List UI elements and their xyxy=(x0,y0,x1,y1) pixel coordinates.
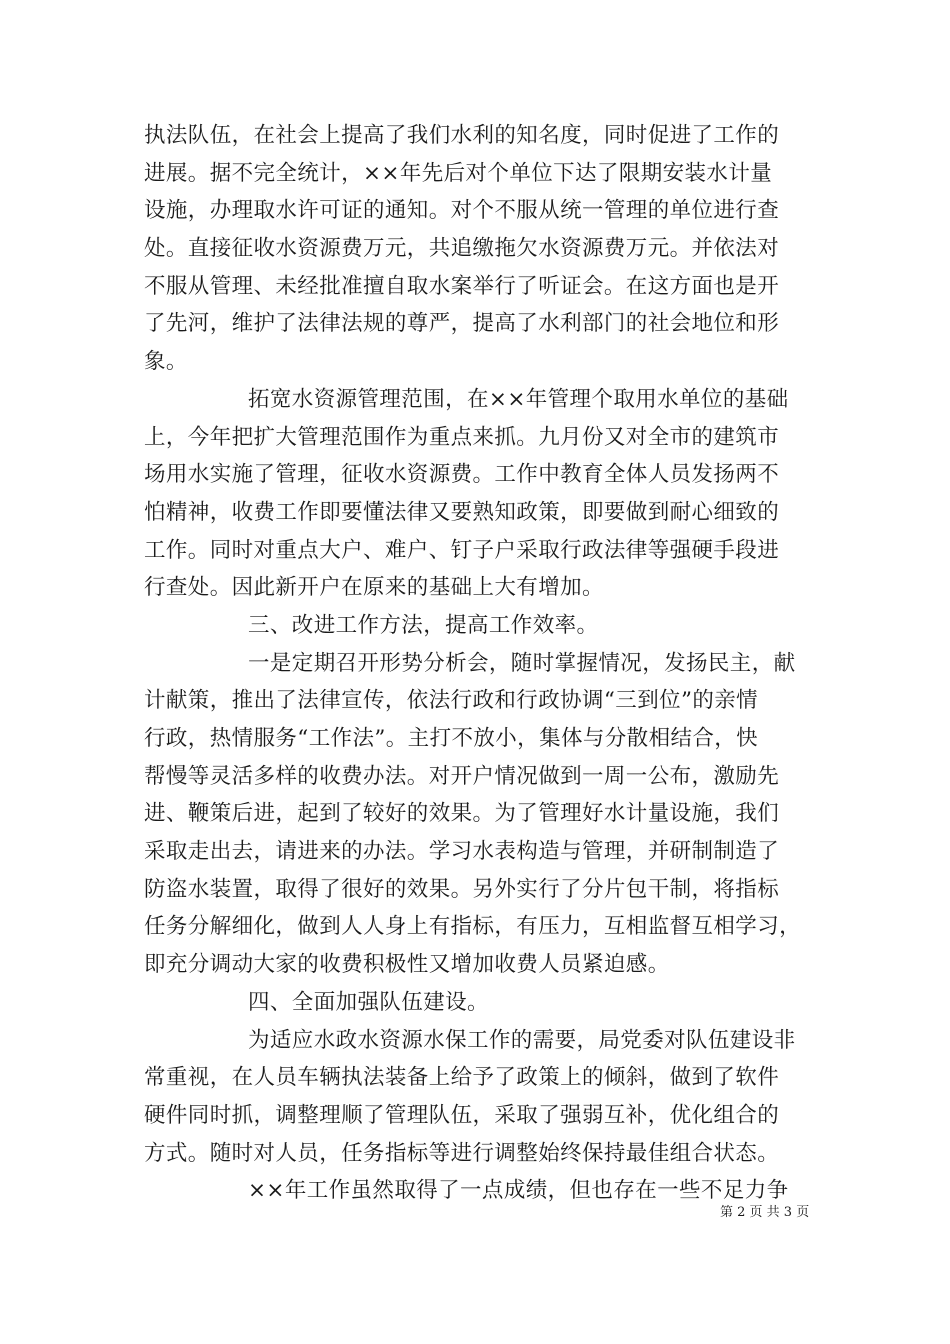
text-line: 防盗水装置，取得了很好的效果。另外实行了分片包干制，将指标 xyxy=(144,876,780,902)
text-line: 设施，办理取水许可证的通知。对个不服从统一管理的单位进行查 xyxy=(144,198,780,224)
text-line: 方式。随时对人员，任务指标等进行调整始终保持最佳组合状态。 xyxy=(144,1140,780,1166)
text-line: 工作。同时对重点大户、难户、钉子户采取行政法律等强硬手段进 xyxy=(144,537,780,563)
text-line: 任务分解细化，做到人人身上有指标，有压力，互相监督互相学习， xyxy=(144,914,802,940)
text-line: 上，今年把扩大管理范围作为重点来抓。九月份又对全市的建筑市 xyxy=(144,424,780,450)
text-line: 行政，热情服务“工作法”。主打不放小，集体与分散相结合，快 xyxy=(144,726,759,751)
paragraph-first-line: 三、改进工作方法，提高工作效率。 xyxy=(248,612,599,638)
text-line: 怕精神，收费工作即要懂法律又要熟知政策，即要做到耐心细致的 xyxy=(144,499,780,525)
text-line: 象。 xyxy=(144,349,188,375)
paragraph-first-line: 为适应水政水资源水保工作的需要，局党委对队伍建设非 xyxy=(248,1027,796,1053)
text-line: 采取走出去，请进来的办法。学习水表构造与管理，并研制制造了 xyxy=(144,839,780,865)
text-line: 常重视，在人员车辆执法装备上给予了政策上的倾斜，做到了软件 xyxy=(144,1065,780,1091)
text-line: 了先河，维护了法律法规的尊严，提高了水利部门的社会地位和形 xyxy=(144,311,780,337)
text-line: 不服从管理、未经批准擅自取水案举行了听证会。在这方面也是开 xyxy=(144,273,780,299)
page-footer: 第 2 页 共 3 页 xyxy=(720,1205,810,1220)
paragraph-first-line: 拓宽水资源管理范围，在××年管理个取用水单位的基础 xyxy=(248,386,789,412)
paragraph-first-line: ××年工作虽然取得了一点成绩，但也存在一些不足力争 xyxy=(248,1178,789,1204)
text-line: 处。直接征收水资源费万元，共追缴拖欠水资源费万元。并依法对 xyxy=(144,236,780,262)
body-text xyxy=(144,117,824,1210)
text-line: 执法队伍，在社会上提高了我们水利的知名度，同时促进了工作的 xyxy=(144,123,780,148)
text-line: 帮慢等灵活多样的收费办法。对开户情况做到一周一公布，激励先 xyxy=(144,763,780,789)
text-line: 进、鞭策后进，起到了较好的效果。为了管理好水计量设施，我们 xyxy=(144,801,780,827)
text-line: 进展。据不完全统计，××年先后对个单位下达了限期安装水计量 xyxy=(144,160,773,186)
text-line: 硬件同时抓，调整理顺了管理队伍，采取了强弱互补，优化组合的 xyxy=(144,1102,780,1128)
text-line: 计献策，推出了法律宣传，依法行政和行政协调“三到位”的亲情 xyxy=(144,688,759,714)
text-line: 行查处。因此新开户在原来的基础上大有增加。 xyxy=(144,575,604,601)
text-line: 场用水实施了管理，征收水资源费。工作中教育全体人员发扬两不 xyxy=(144,462,780,488)
paragraph-first-line: 四、全面加强队伍建设。 xyxy=(248,989,489,1015)
paragraph-first-line: 一是定期召开形势分析会，随时掌握情况，发扬民主，献 xyxy=(248,650,796,676)
text-line: 即充分调动大家的收费积极性又增加收费人员紧迫感。 xyxy=(144,952,670,978)
